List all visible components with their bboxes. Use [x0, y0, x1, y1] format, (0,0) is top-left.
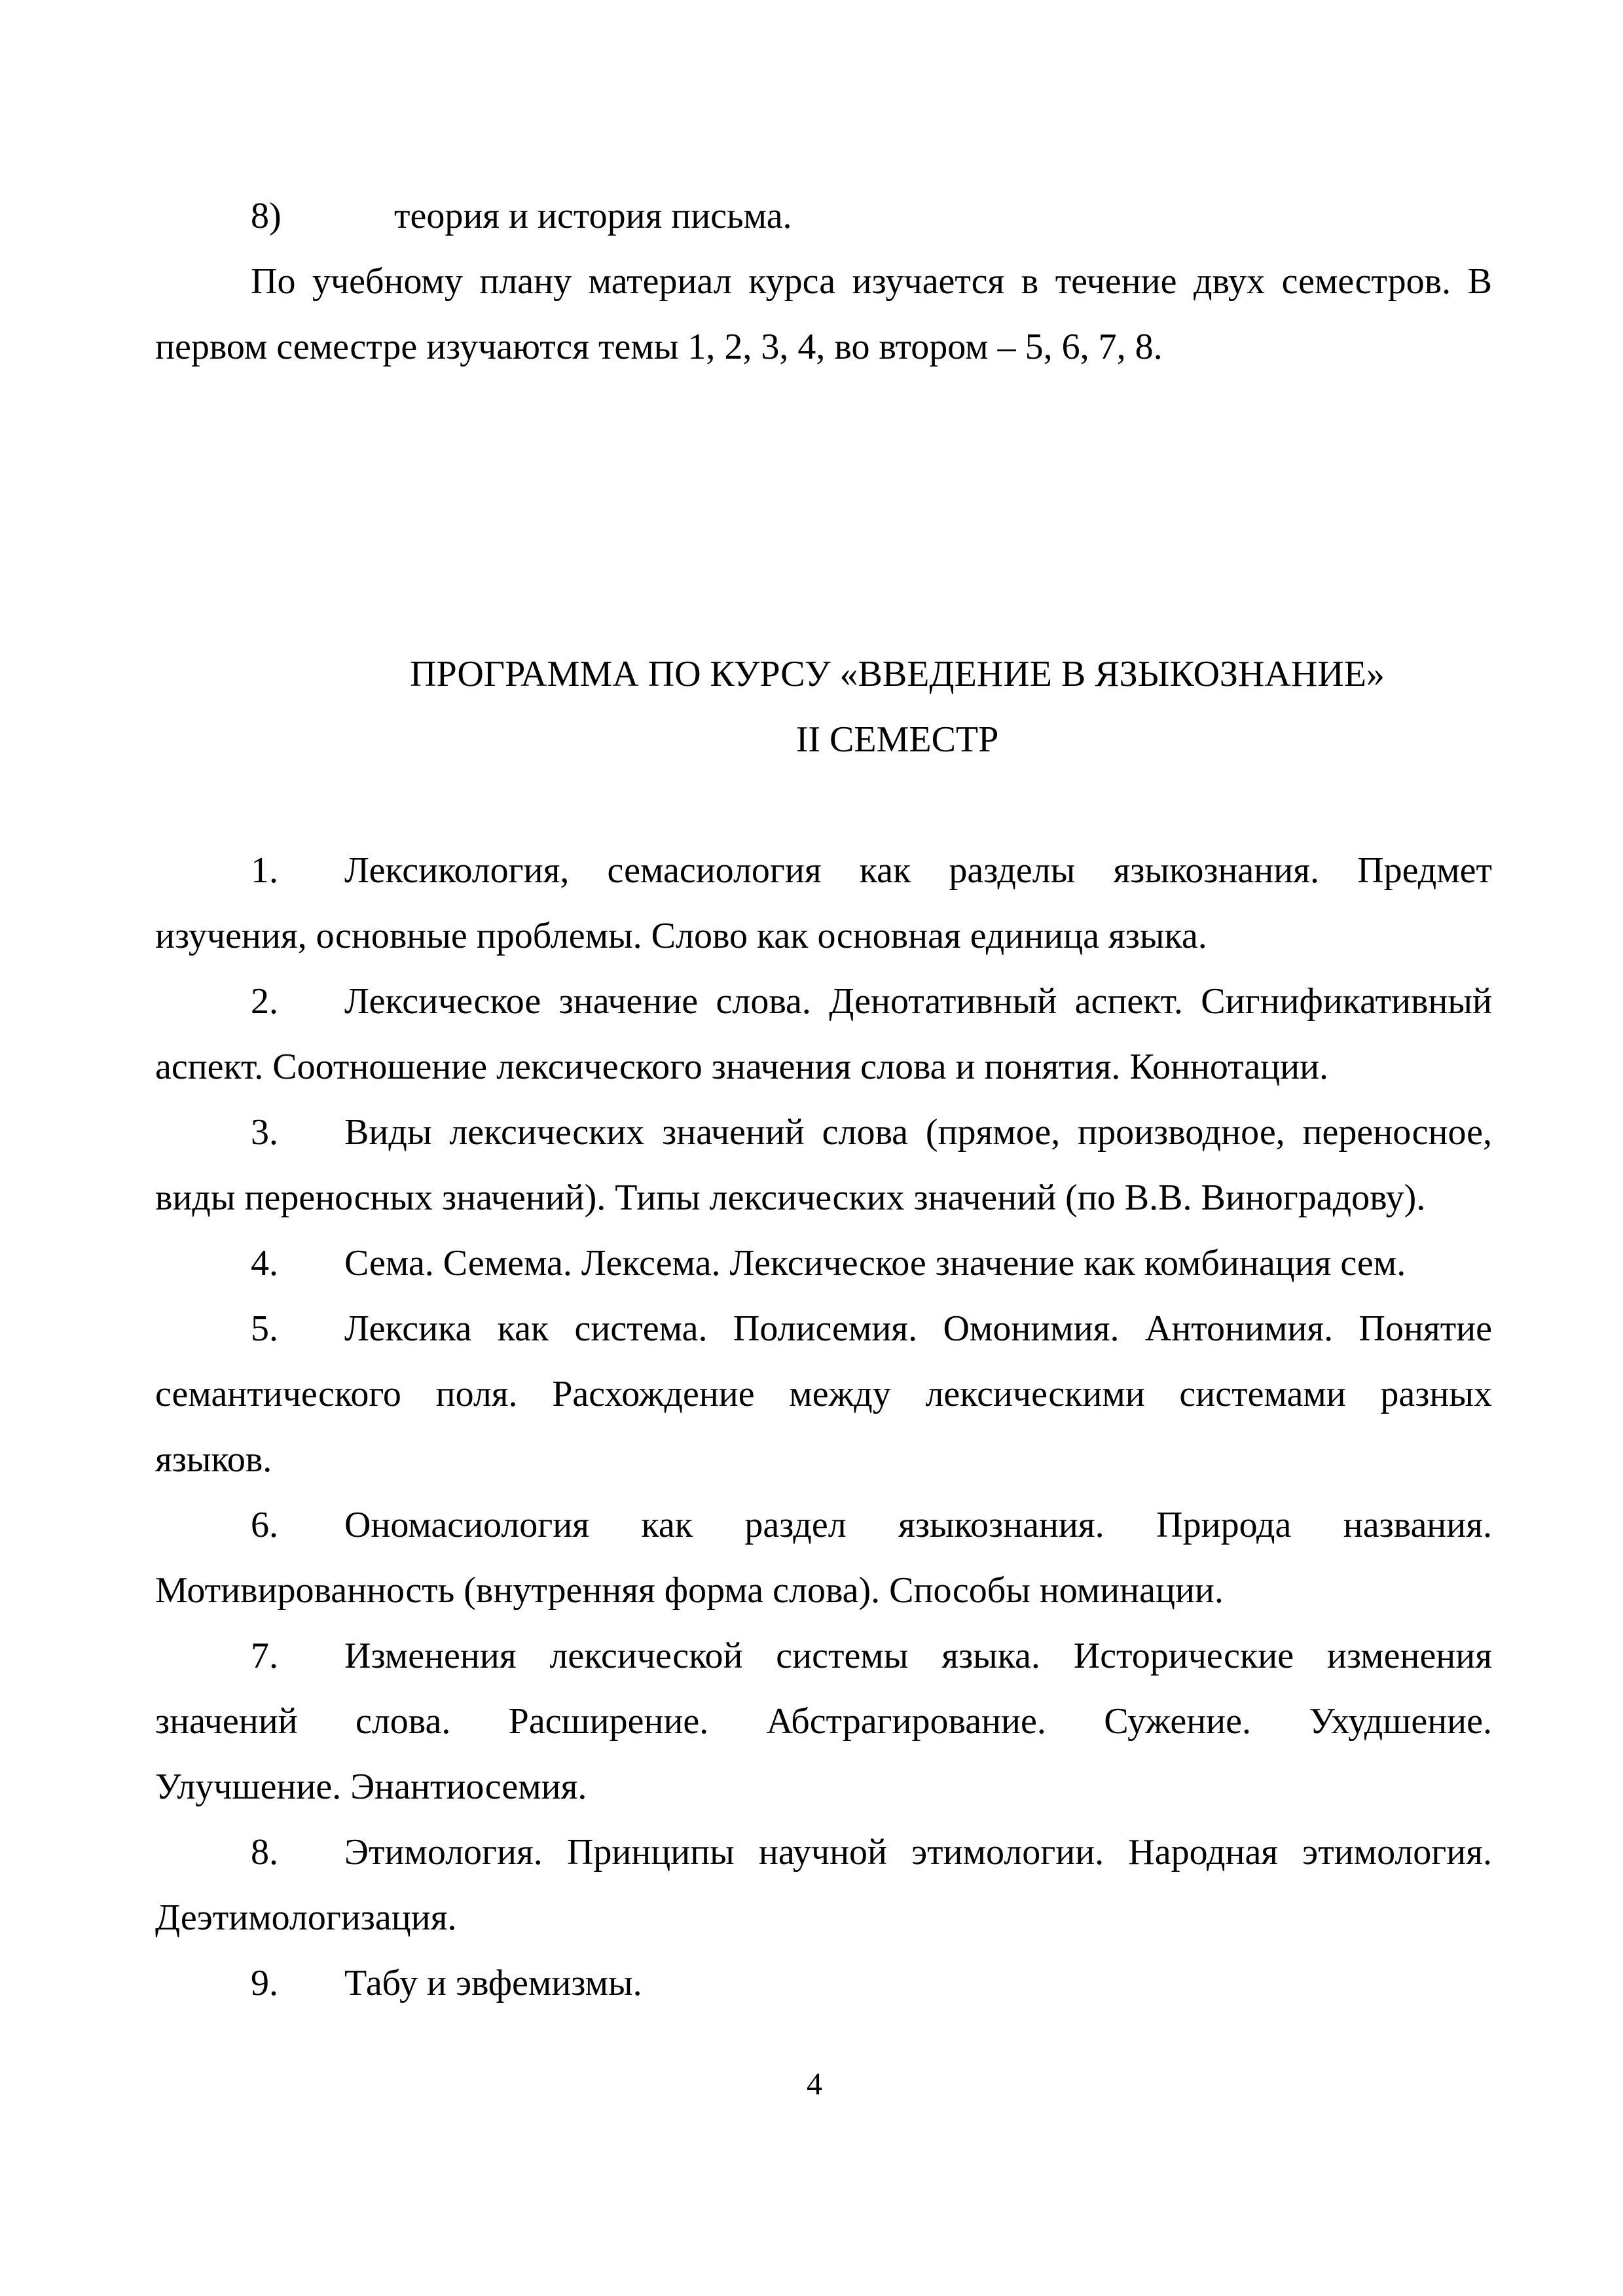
- item-text-line: Виды лексических значений слова (прямое, производное, переносное,: [344, 1112, 1492, 1153]
- item-number: 1.: [251, 850, 278, 891]
- item-text-line: Этимология. Принципы научной этимологии. Народная этимология.: [344, 1832, 1492, 1873]
- item-number: 5.: [251, 1308, 278, 1349]
- item-text-line: Ономасиология как раздел языкознания. Природа названия.: [344, 1505, 1492, 1545]
- item-number: 3.: [251, 1112, 278, 1153]
- intro-item-text: теория и история письма.: [394, 196, 792, 236]
- item-text-line: значений слова. Расширение. Абстрагирование. Сужение. Ухудшение.: [155, 1701, 1492, 1742]
- page-number: 4: [807, 2067, 822, 2102]
- item-text-line: Лексика как система. Полисемия. Омонимия. Антонимия. Понятие: [344, 1308, 1492, 1349]
- item-text-line: Деэтимологизация.: [155, 1897, 457, 1938]
- item-number: 4.: [251, 1243, 278, 1283]
- item-number: 8.: [251, 1832, 278, 1873]
- intro-item-number: 8): [251, 196, 282, 236]
- item-number: 2.: [251, 981, 278, 1022]
- semester-title: II СЕМЕСТР: [795, 719, 999, 760]
- intro-paragraph-line-2: первом семестре изучаются темы 1, 2, 3, 4, во втором – 5, 6, 7, 8.: [155, 327, 1163, 367]
- item-text-line: Лексическое значение слова. Денотативный аспект. Сигнификативный: [344, 981, 1492, 1022]
- item-text-line: Табу и эвфемизмы.: [344, 1963, 642, 2003]
- item-text-line: Мотивированность (внутренняя форма слова). Способы номинации.: [155, 1570, 1224, 1611]
- item-text-line: Сема. Семема. Лексема. Лексическое значение как комбинация сем.: [344, 1243, 1406, 1283]
- document-page: [155, 0, 1492, 2296]
- item-text-line: Изменения лексической системы языка. Исторические изменения: [344, 1636, 1492, 1676]
- item-number: 6.: [251, 1505, 278, 1545]
- item-text-line: виды переносных значений). Типы лексических значений (по В.В. Виноградову).: [155, 1177, 1426, 1218]
- item-text-line: языков.: [155, 1439, 272, 1480]
- item-number: 7.: [251, 1636, 278, 1676]
- item-text-line: Лексикология, семасиология как разделы языкознания. Предмет: [344, 850, 1492, 891]
- program-title: ПРОГРАММА ПО КУРСУ «ВВЕДЕНИЕ В ЯЗЫКОЗНАНИЕ»: [410, 654, 1385, 694]
- intro-paragraph-line-1: По учебному плану материал курса изучается в течение двух семестров. В: [251, 261, 1492, 302]
- item-text-line: аспект. Соотношение лексического значения слова и понятия. Коннотации.: [155, 1047, 1329, 1087]
- item-number: 9.: [251, 1963, 278, 2003]
- item-text-line: Улучшение. Энантиосемия.: [155, 1767, 587, 1807]
- item-text-line: семантического поля. Расхождение между лексическими системами разных: [155, 1374, 1492, 1414]
- item-text-line: изучения, основные проблемы. Слово как основная единица языка.: [155, 916, 1207, 956]
